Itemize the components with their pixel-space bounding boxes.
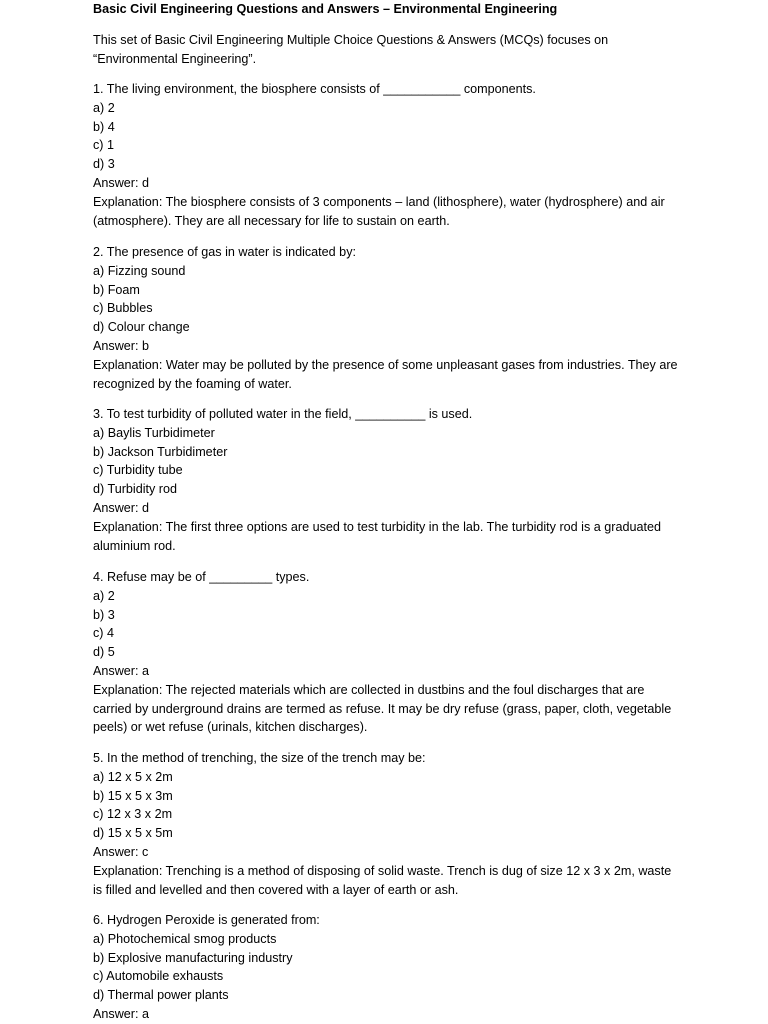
option-c: c) 4 xyxy=(93,626,114,641)
question-block xyxy=(93,405,683,555)
answer-text: Answer: c xyxy=(93,844,149,859)
explanation-text: Explanation: Trenching is a method of disposing of solid waste. Trench is dug of size 12 x 3 x 2m, waste is filled and levelled and then covered with a layer of earth or ash. xyxy=(93,863,672,897)
option-d: d) 5 xyxy=(93,645,115,660)
document-intro: This set of Basic Civil Engineering Multiple Choice Questions & Answers (MCQs) focuses on “Environmental Engineering”. xyxy=(93,33,609,66)
answer-text: Answer: b xyxy=(93,338,149,353)
explanation-text: Explanation: The rejected materials which are collected in dustbins and the foul discharges that are carried by underground drains are termed as refuse. It may be dry refuse (grass, paper, cloth, vegetable peels) or wet refuse (urinals, kitchen discharges). xyxy=(93,682,672,735)
answer-text: Answer: d xyxy=(93,500,149,515)
option-a: a) 2 xyxy=(93,588,115,603)
option-d: d) Colour change xyxy=(93,320,190,335)
option-b: b) 15 x 5 x 3m xyxy=(93,788,173,803)
option-a: a) Photochemical smog products xyxy=(93,931,277,946)
option-d: d) 3 xyxy=(93,157,115,172)
option-c: c) Automobile exhausts xyxy=(93,969,224,984)
option-b: b) Foam xyxy=(93,282,140,297)
explanation-text: Explanation: The first three options are used to test turbidity in the lab. The turbidity rod is a graduated aluminium rod. xyxy=(93,519,661,553)
question-text: 4. Refuse may be of _________ types. xyxy=(93,570,310,584)
question-block xyxy=(93,568,683,737)
option-a: a) 2 xyxy=(93,100,115,115)
answer-text: Answer: a xyxy=(93,1006,149,1021)
explanation-text: Explanation: The biosphere consists of 3 components – land (lithosphere), water (hydrosphere) and air (atmosphere). They are all necessary for life to sustain on earth. xyxy=(93,194,665,228)
option-a: a) 12 x 5 x 2m xyxy=(93,769,173,784)
question-block xyxy=(93,911,683,1024)
question-block xyxy=(93,749,683,899)
question-text: 2. The presence of gas in water is indicated by: xyxy=(93,245,356,259)
question-text: 3. To test turbidity of polluted water in the field, __________ is used. xyxy=(93,407,473,421)
question-block xyxy=(93,80,683,230)
option-c: c) Bubbles xyxy=(93,301,153,316)
question-text: 6. Hydrogen Peroxide is generated from: xyxy=(93,913,320,927)
option-d: d) Turbidity rod xyxy=(93,482,177,497)
explanation-text: Explanation: Water may be polluted by the presence of some unpleasant gases from industries. They are recognized by the foaming of water. xyxy=(93,357,678,391)
question-block xyxy=(93,243,683,393)
option-b: b) 4 xyxy=(93,119,115,134)
option-b: b) Jackson Turbidimeter xyxy=(93,444,228,459)
option-b: b) Explosive manufacturing industry xyxy=(93,950,293,965)
option-c: c) Turbidity tube xyxy=(93,463,183,478)
option-a: a) Fizzing sound xyxy=(93,263,186,278)
option-c: c) 12 x 3 x 2m xyxy=(93,807,173,822)
question-text: 1. The living environment, the biosphere consists of ___________ components. xyxy=(93,82,536,96)
answer-text: Answer: a xyxy=(93,663,149,678)
option-d: d) 15 x 5 x 5m xyxy=(93,826,173,841)
option-a: a) Baylis Turbidimeter xyxy=(93,425,215,440)
question-text: 5. In the method of trenching, the size of the trench may be: xyxy=(93,751,426,765)
option-c: c) 1 xyxy=(93,138,114,153)
option-b: b) 3 xyxy=(93,607,115,622)
answer-text: Answer: d xyxy=(93,175,149,190)
document-title: Basic Civil Engineering Questions and Answers – Environmental Engineering xyxy=(93,2,558,16)
option-d: d) Thermal power plants xyxy=(93,988,229,1003)
